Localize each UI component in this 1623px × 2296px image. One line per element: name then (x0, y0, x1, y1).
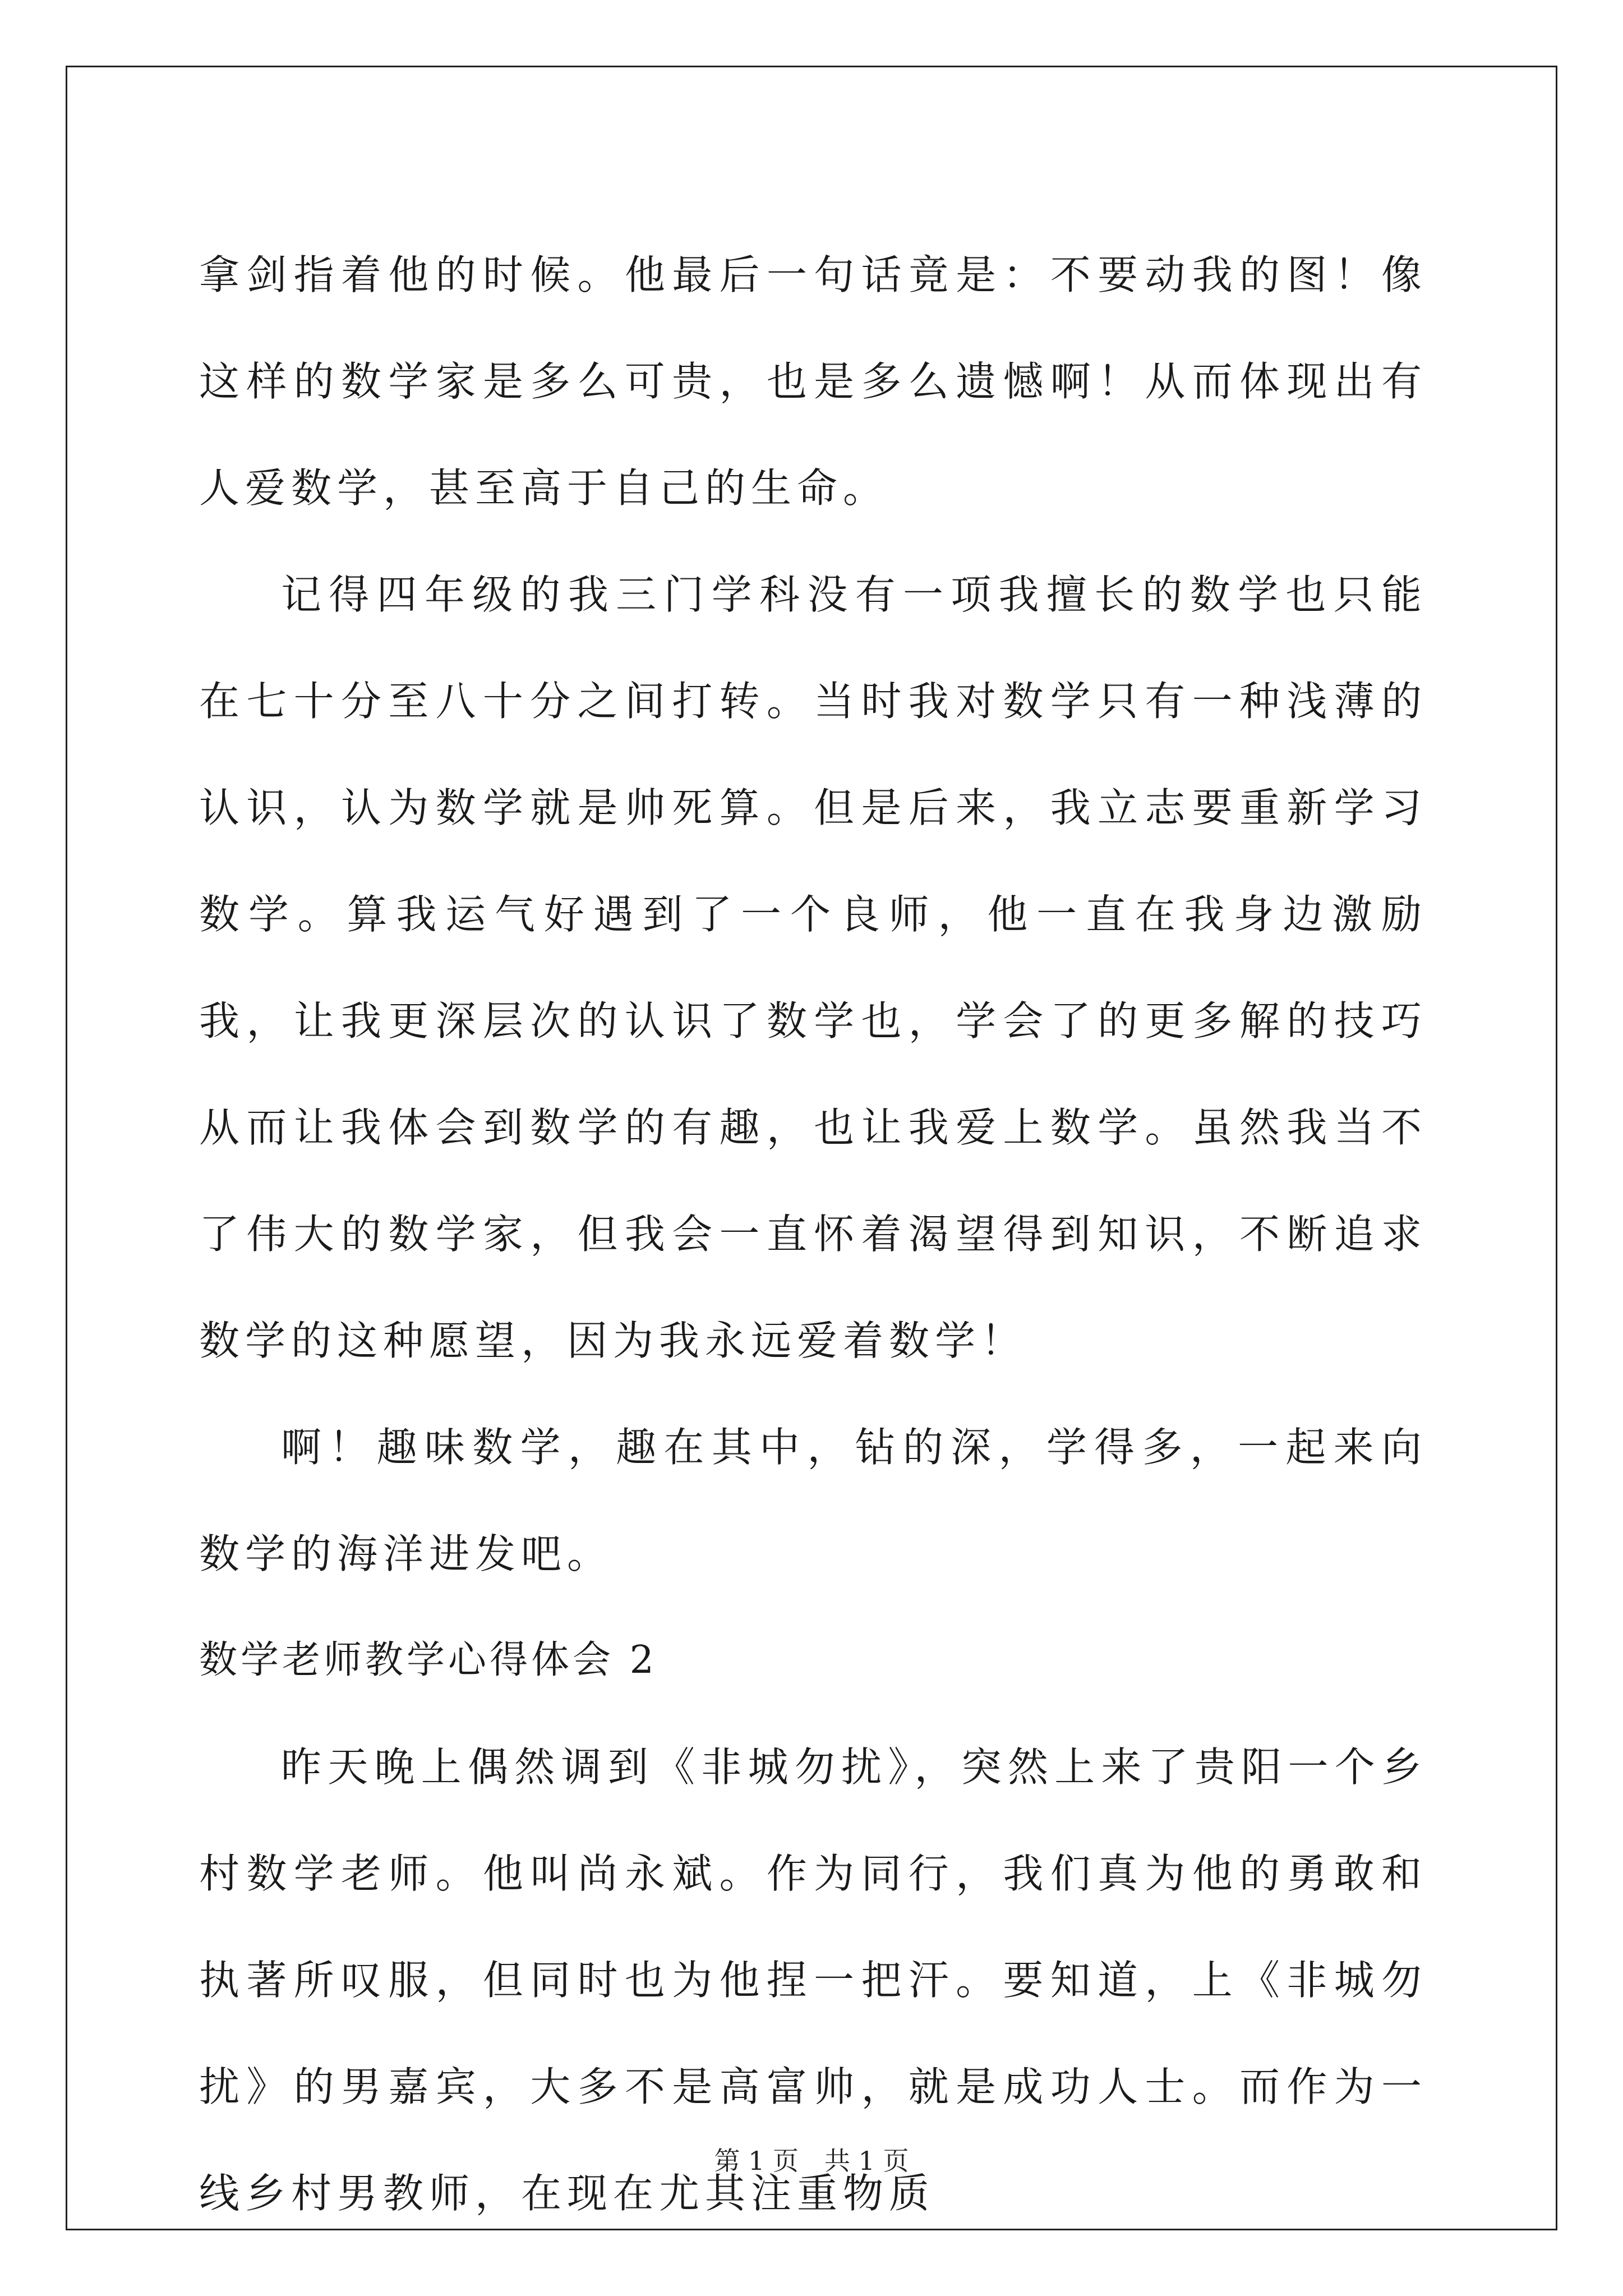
page-number: 第 1 页 (714, 2146, 799, 2176)
section-paragraph-1: 昨天晚上偶然调到《非城勿扰》，突然上来了贵阳一个乡村数学老师。他叫尚永斌。作为同行，我们真为他的勇敢和执著所叹服，但同时也为他捏一把汗。要知道，上《非城勿扰》的男嘉宾，大多不是高富帅，就是成功人士。而作为一线乡村男教师，在现在尤其注重物质 (199, 1743, 1427, 2217)
section-heading: 数学老师教学心得体会 2 (199, 1638, 657, 1682)
paragraph-1: 拿剑指着他的时候。他最后一句话竟是：不要动我的图！像这样的数学家是多么可贵，也是多么遗憾啊！从而体现出有人爱数学，甚至高于自己的生命。 (199, 251, 1427, 512)
paragraph-2: 记得四年级的我三门学科没有一项我擅长的数学也只能在七十分至八十分之间打转。当时我对数学只有一种浅薄的认识，认为数学就是帅死算。但是后来，我立志要重新学习数学。算我运气好遇到了一个良师，他一直在我身边激励我，让我更深层次的认识了数学也，学会了的更多解的技巧从而让我体会到数学的有趣，也让我爱上数学。虽然我当不了伟大的数学家，但我会一直怀着渴望得到知识，不断追求数学的这种愿望，因为我永远爱着数学！ (199, 571, 1427, 1364)
page-footer (0, 2144, 1623, 2178)
page-total: 共 1 页 (824, 2146, 909, 2176)
paragraph-3: 啊！趣味数学，趣在其中，钻的深，学得多，一起来向数学的海洋进发吧。 (199, 1424, 1427, 1577)
document-body (199, 222, 1427, 2247)
